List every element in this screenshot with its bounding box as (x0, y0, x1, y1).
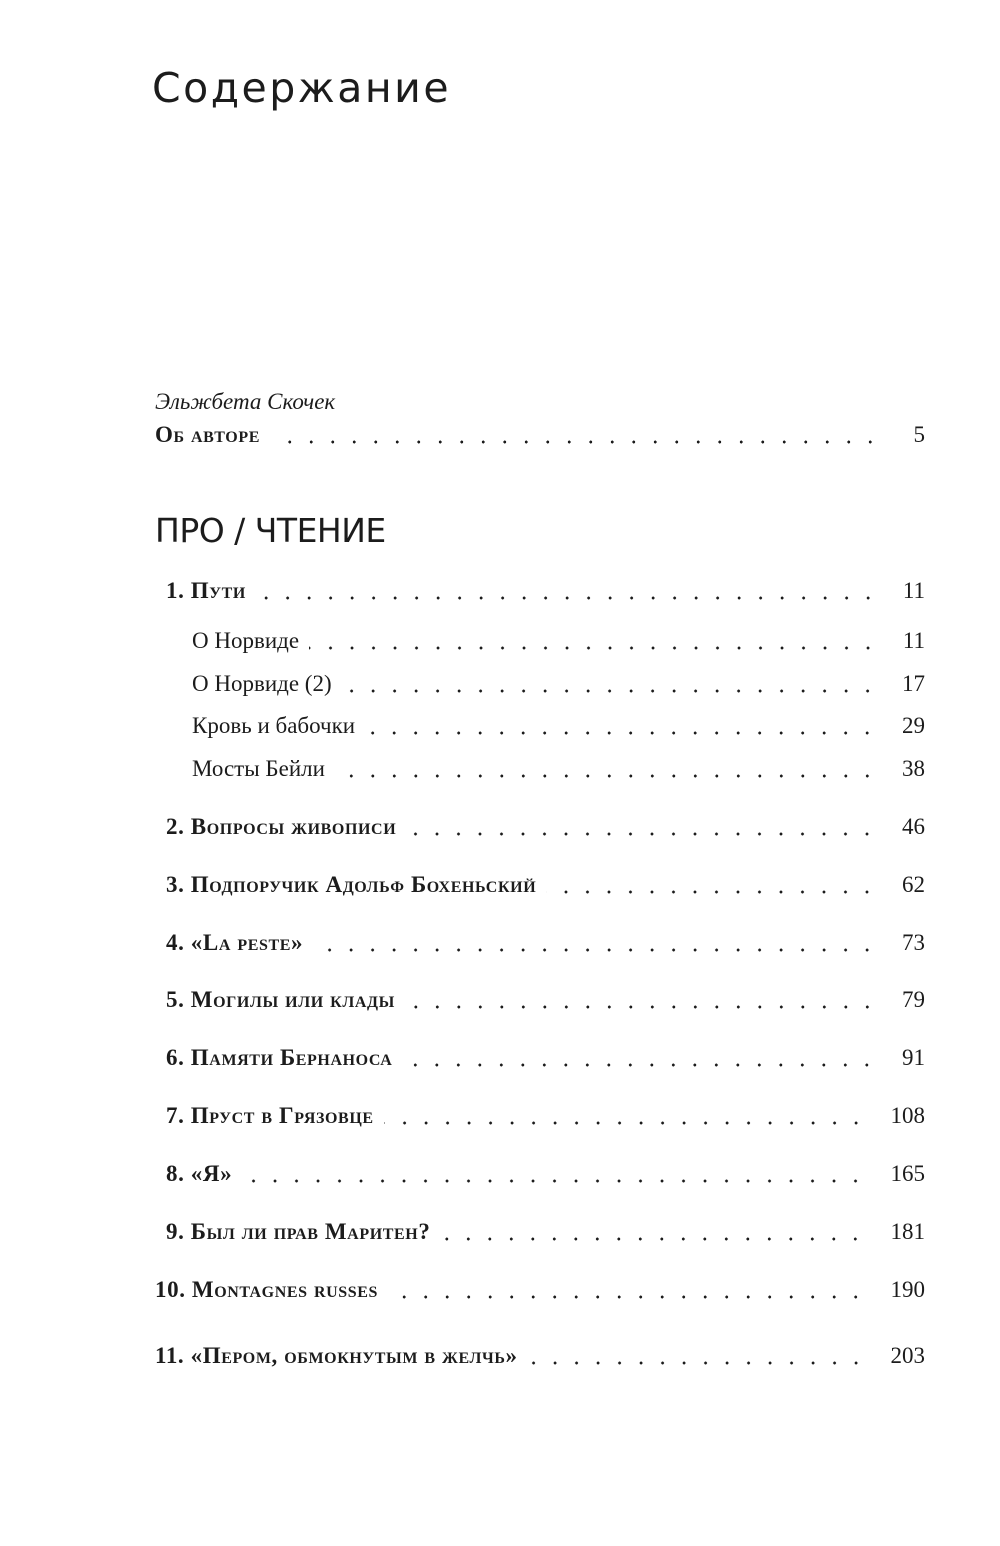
toc-entry-label: 4. «La peste» (166, 930, 304, 955)
dot-leader (313, 947, 878, 953)
dot-leader (256, 595, 879, 601)
toc-page-number: 38 (902, 756, 925, 781)
toc-page-number: 165 (890, 1161, 925, 1186)
toc-entry-label: 8. «Я» (166, 1161, 233, 1186)
author-name: Эльжбета Скочек (155, 389, 336, 414)
toc-page-number: 17 (902, 671, 925, 696)
toc-entry[interactable] (166, 930, 925, 962)
toc-entry-label: О Норвиде (2) (192, 671, 332, 696)
toc-entry-label: Кровь и бабочки (192, 713, 356, 738)
dot-leader (342, 688, 878, 694)
toc-page-number: 62 (902, 872, 925, 897)
dot-leader (546, 889, 878, 895)
toc-page-number: 203 (890, 1343, 925, 1368)
dot-leader (309, 645, 879, 651)
section-heading: ПРО / ЧТЕНИЕ (155, 511, 386, 550)
dot-leader (405, 1004, 878, 1010)
toc-entry[interactable] (155, 1277, 925, 1309)
toc-entry-about[interactable] (155, 422, 925, 454)
dot-leader (242, 1178, 866, 1184)
toc-entry-label: 1. Пути (166, 578, 246, 603)
toc-entry-label: 2. Вопросы живописи (166, 814, 397, 839)
toc-page-number: 11 (902, 628, 925, 653)
toc-entry[interactable] (166, 1219, 925, 1251)
toc-entry-label: 6. Памяти Бернаноса (166, 1045, 393, 1070)
toc-entry[interactable] (166, 578, 925, 610)
toc-entry[interactable] (166, 1045, 925, 1077)
toc-page-number: 29 (902, 713, 925, 738)
toc-page-number: 46 (902, 814, 925, 839)
dot-leader (335, 773, 878, 779)
toc-subentry[interactable] (192, 756, 925, 788)
toc-page-number: 181 (890, 1219, 925, 1244)
toc-page-number: 73 (902, 930, 925, 955)
toc-page-number: 190 (890, 1277, 925, 1302)
toc-page-number: 79 (902, 987, 925, 1012)
toc-entry-label: 10. Montagnes russes (155, 1277, 379, 1302)
dot-leader (440, 1236, 866, 1242)
dot-leader (388, 1294, 866, 1300)
toc-entry-label: 5. Могилы или клады (166, 987, 395, 1012)
dot-leader (365, 730, 878, 736)
toc-entry[interactable] (166, 1103, 925, 1135)
toc-entry-label: О Норвиде (192, 628, 300, 653)
toc-entry[interactable] (166, 1161, 925, 1193)
toc-entry-label: 7. Пруст в Грязовце (166, 1103, 374, 1128)
dot-leader (384, 1120, 867, 1126)
toc-page-number: 11 (902, 578, 925, 603)
toc-entry-label: 11. «Пером, обмокнутым в желчь» (155, 1343, 518, 1368)
toc-page-number: 91 (902, 1045, 925, 1070)
dot-leader (402, 1062, 878, 1068)
toc-entry-label: Мосты Бейли (192, 756, 325, 781)
toc-subentry[interactable] (192, 713, 925, 745)
dot-leader (528, 1360, 867, 1366)
page-title: Содержание (152, 64, 452, 112)
toc-entry-label: 3. Подпоручик Адольф Бохеньский (166, 872, 537, 897)
toc-entry[interactable] (166, 872, 925, 904)
toc-entry-label: 9. Был ли прав Маритен? (166, 1219, 431, 1244)
toc-subentry[interactable] (192, 671, 925, 703)
toc-page-number: 108 (890, 1103, 925, 1128)
toc-subentry[interactable] (192, 628, 925, 660)
toc-entry[interactable] (166, 987, 925, 1019)
toc-entry[interactable] (166, 814, 925, 846)
dot-leader (270, 439, 881, 445)
toc-entry-label: Об авторе (155, 422, 260, 447)
dot-leader (406, 831, 878, 837)
toc-entry[interactable] (155, 1343, 925, 1375)
toc-page-number: 5 (913, 422, 925, 447)
